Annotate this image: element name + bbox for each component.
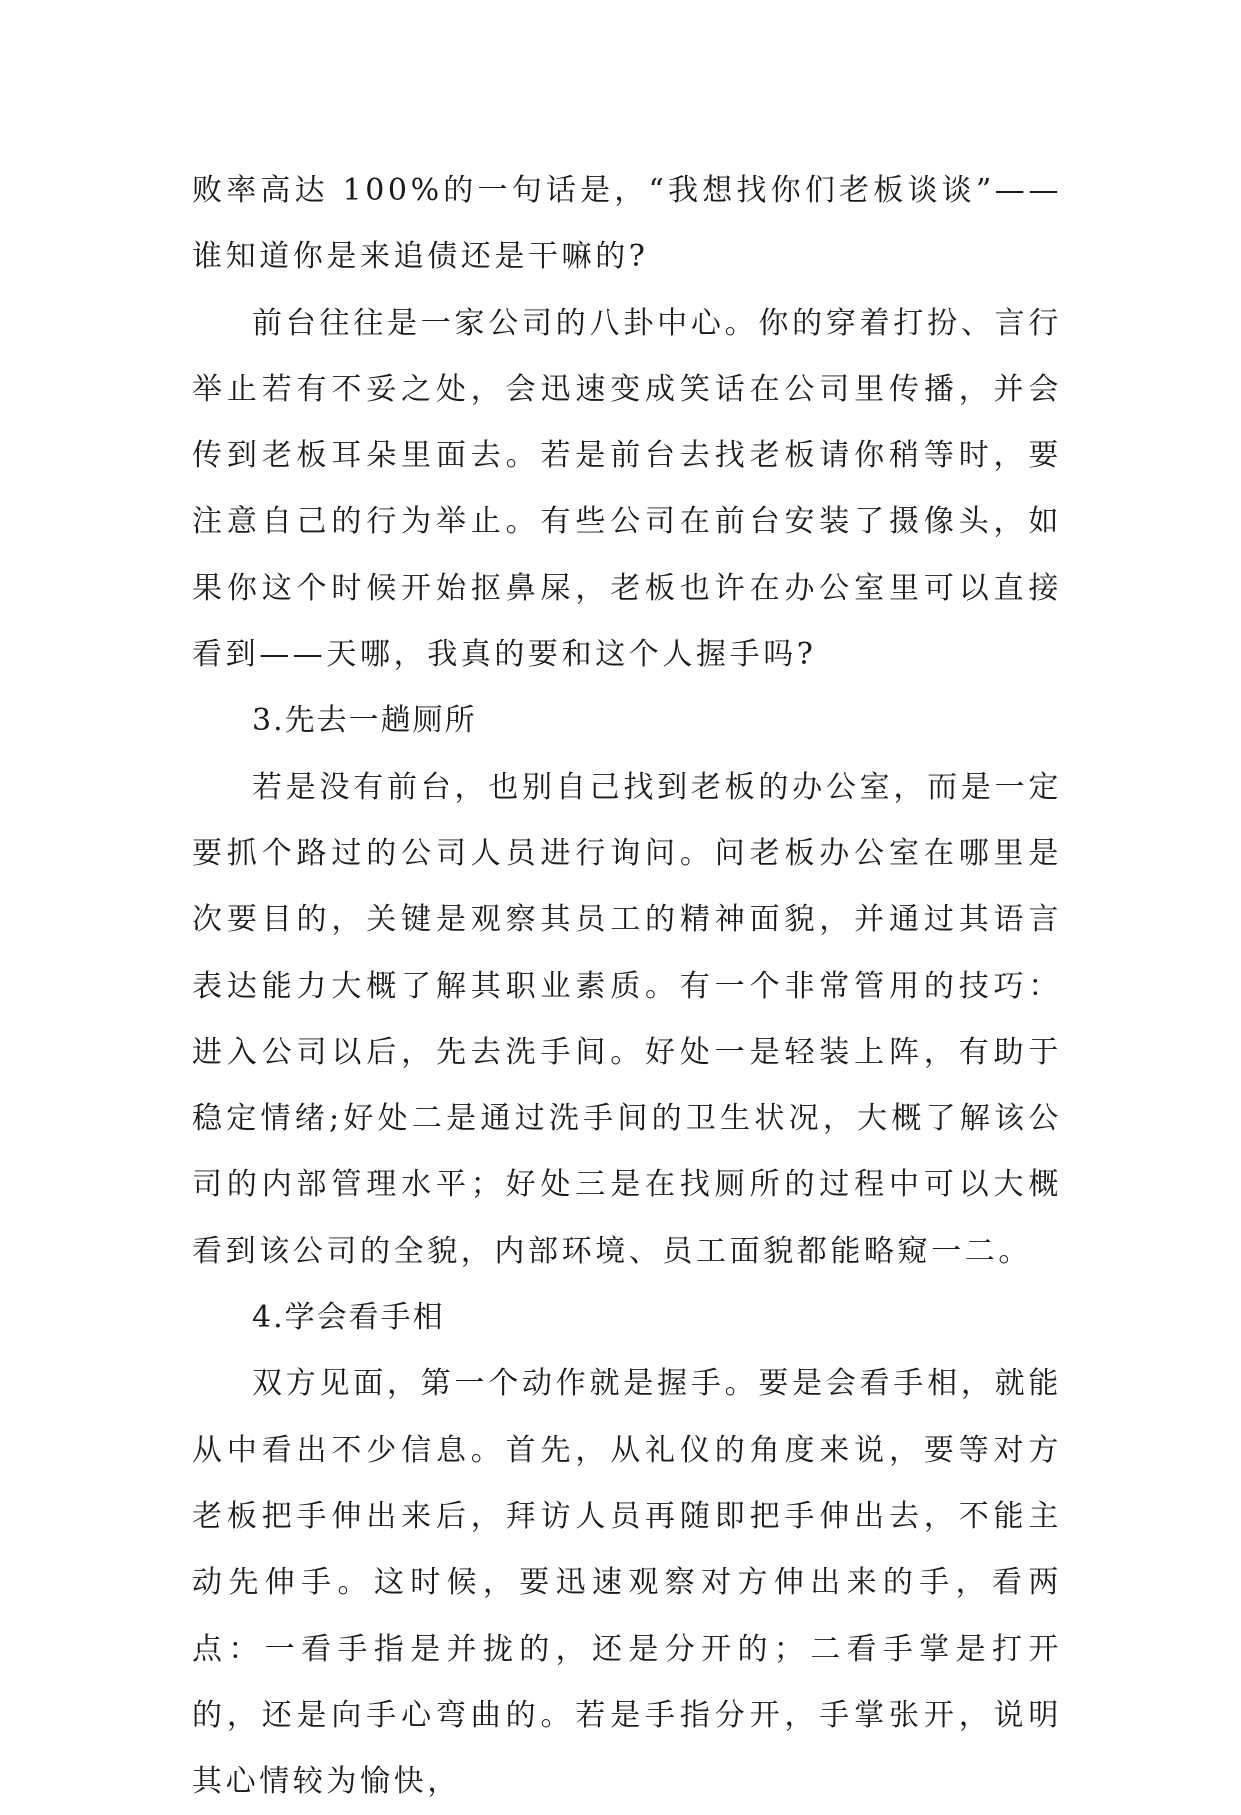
paragraph-reception: 前台往往是一家公司的八卦中心。你的穿着打扮、言行举止若有不妥之处，会迅速变成笑话在公司里传播，并会传到老板耳朵里面去。若是前台去找老板请你稍等时，要注意自己的行为举止。有些公司在前台安装了摄像头，如果你这个时候开始抠鼻屎，老板也许在办公室里可以直接看到——天哪，我真的要和这个人握手吗? [192, 305, 1062, 673]
section-heading-palm-reading: 4.学会看手相 [252, 1300, 445, 1336]
section-heading-restroom: 3.先去一趟厕所 [252, 703, 477, 739]
document-body [192, 158, 1062, 1815]
paragraph-continuation: 败率高达 100%的一句话是，“我想找你们老板谈谈”——谁知道你是来追债还是干嘛的? [192, 173, 1062, 275]
paragraph-handshake: 双方见面，第一个动作就是握手。要是会看手相，就能从中看出不少信息。首先，从礼仪的角度来说，要等对方老板把手伸出来后，拜访人员再随即把手伸出去，不能主动先伸手。这时候，要迅速观察对方伸出来的手，看两点：一看手指是并拢的，还是分开的；二看手掌是打开的，还是向手心弯曲的。若是手指分开，手掌张开，说明其心情较为愉快， [192, 1366, 1062, 1800]
paragraph-restroom: 若是没有前台，也别自己找到老板的办公室，而是一定要抓个路过的公司人员进行询问。问老板办公室在哪里是次要目的，关键是观察其员工的精神面貌，并通过其语言表达能力大概了解其职业素质。有一个非常管用的技巧：进入公司以后，先去洗手间。好处一是轻装上阵，有助于稳定情绪;好处二是通过洗手间的卫生状况，大概了解该公司的内部管理水平；好处三是在找厕所的过程中可以大概看到该公司的全貌，内部环境、员工面貌都能略窥一二。 [192, 769, 1062, 1269]
